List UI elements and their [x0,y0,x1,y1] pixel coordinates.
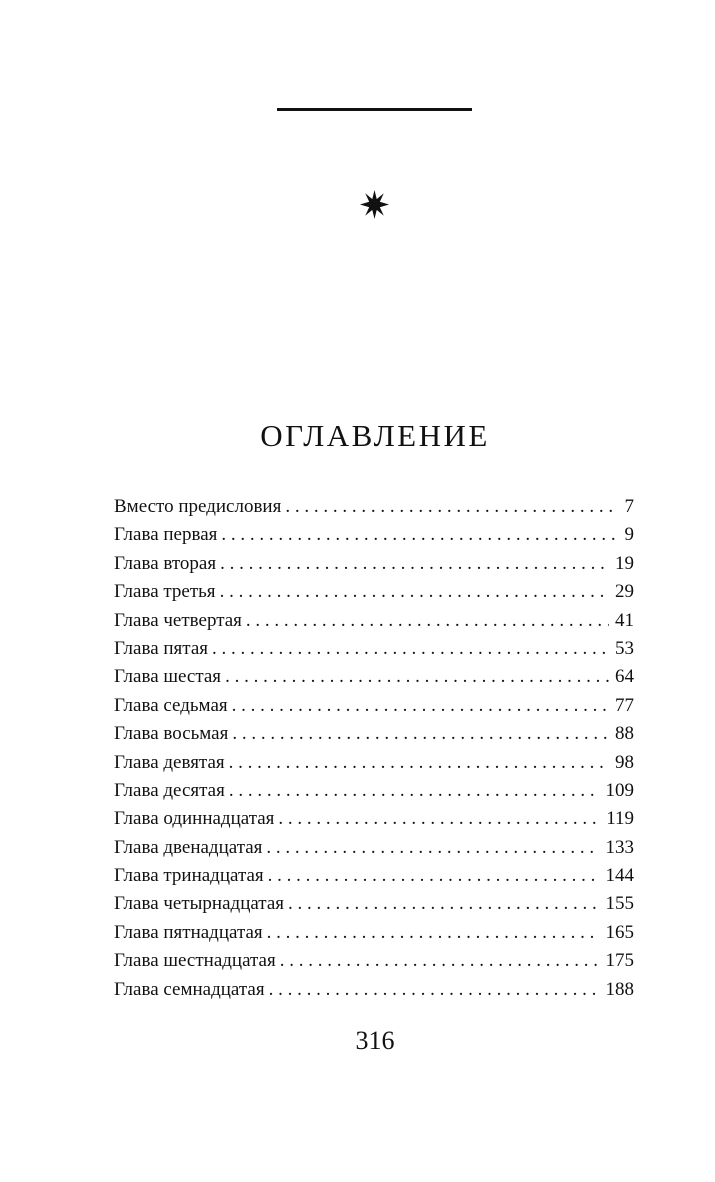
toc-entry[interactable] [114,720,634,748]
toc-entry[interactable] [114,777,634,805]
toc-entry-title: Глава семнадцатая [114,978,265,1000]
toc-entry-page: 9 [624,524,634,546]
toc-entry-page: 53 [615,637,634,659]
toc-entry-title: Глава десятая [114,779,225,801]
toc-entry-title: Глава четырнадцатая [114,893,285,915]
toc-entry[interactable] [114,947,634,975]
dot-leader [221,521,618,549]
toc-entry[interactable] [114,919,634,947]
toc-entry-title: Глава тринадцатая [114,865,264,887]
toc-entry-title: Глава пятнадцатая [114,921,263,943]
toc-entry[interactable] [114,521,634,549]
dot-leader [268,862,600,890]
toc-entry[interactable] [114,890,634,918]
dot-leader [269,976,600,1004]
toc-entry-page: 144 [605,865,634,887]
toc-entry[interactable] [114,749,634,777]
dot-leader [225,663,609,691]
toc-entry-page: 109 [605,779,634,801]
dot-leader [278,805,600,833]
toc-entry-page: 188 [605,978,634,1000]
toc-entry-title: Глава одиннадцатая [114,808,275,830]
toc-entry-title: Глава шестнадцатая [114,950,276,972]
table-of-contents [114,493,634,1004]
toc-entry-page: 175 [605,950,634,972]
toc-entry-title: Глава первая [114,524,218,546]
star-ornament-icon [360,190,389,219]
toc-entry-page: 64 [615,666,634,688]
page-number: 316 [355,1026,395,1055]
toc-entry-title: Глава восьмая [114,723,229,745]
toc-entry-title: Глава девятая [114,751,225,773]
toc-entry-page: 98 [615,751,634,773]
toc-entry-page: 88 [615,723,634,745]
toc-entry-page: 119 [606,808,634,830]
dot-leader [220,550,609,578]
toc-entry-page: 165 [605,921,634,943]
toc-entry[interactable] [114,635,634,663]
dot-leader [232,692,609,720]
dot-leader [229,749,609,777]
toc-entry-page: 41 [615,609,634,631]
dot-leader [280,947,600,975]
dot-leader [267,919,600,947]
toc-entry-title: Глава двенадцатая [114,836,263,858]
dot-leader [285,493,618,521]
toc-entry[interactable] [114,550,634,578]
toc-entry-page: 133 [605,836,634,858]
dot-leader [232,720,609,748]
toc-entry[interactable] [114,663,634,691]
top-rule [277,108,472,111]
toc-entry-title: Глава четвертая [114,609,242,631]
toc-entry-title: Глава третья [114,581,216,603]
toc-entry-page: 19 [615,552,634,574]
dot-leader [288,890,599,918]
toc-entry-title: Вместо предисловия [114,496,282,517]
toc-entry[interactable] [114,692,634,720]
dot-leader [220,578,609,606]
dot-leader [229,777,600,805]
toc-heading: ОГЛАВЛЕНИЕ [260,418,490,453]
toc-entry[interactable] [114,493,634,521]
toc-entry[interactable] [114,834,634,862]
toc-entry[interactable] [114,862,634,890]
toc-entry-page: 155 [605,893,634,915]
toc-entry[interactable] [114,607,634,635]
dot-leader [212,635,609,663]
toc-entry-page: 29 [615,581,634,603]
toc-entry-title: Глава седьмая [114,694,228,716]
toc-entry[interactable] [114,578,634,606]
toc-entry[interactable] [114,805,634,833]
toc-entry-page: 7 [624,496,634,517]
dot-leader [246,607,609,635]
toc-entry-page: 77 [615,694,634,716]
toc-entry[interactable] [114,976,634,1004]
toc-entry-title: Глава шестая [114,666,222,688]
toc-entry-title: Глава вторая [114,552,217,574]
dot-leader [266,834,599,862]
toc-entry-title: Глава пятая [114,637,208,659]
